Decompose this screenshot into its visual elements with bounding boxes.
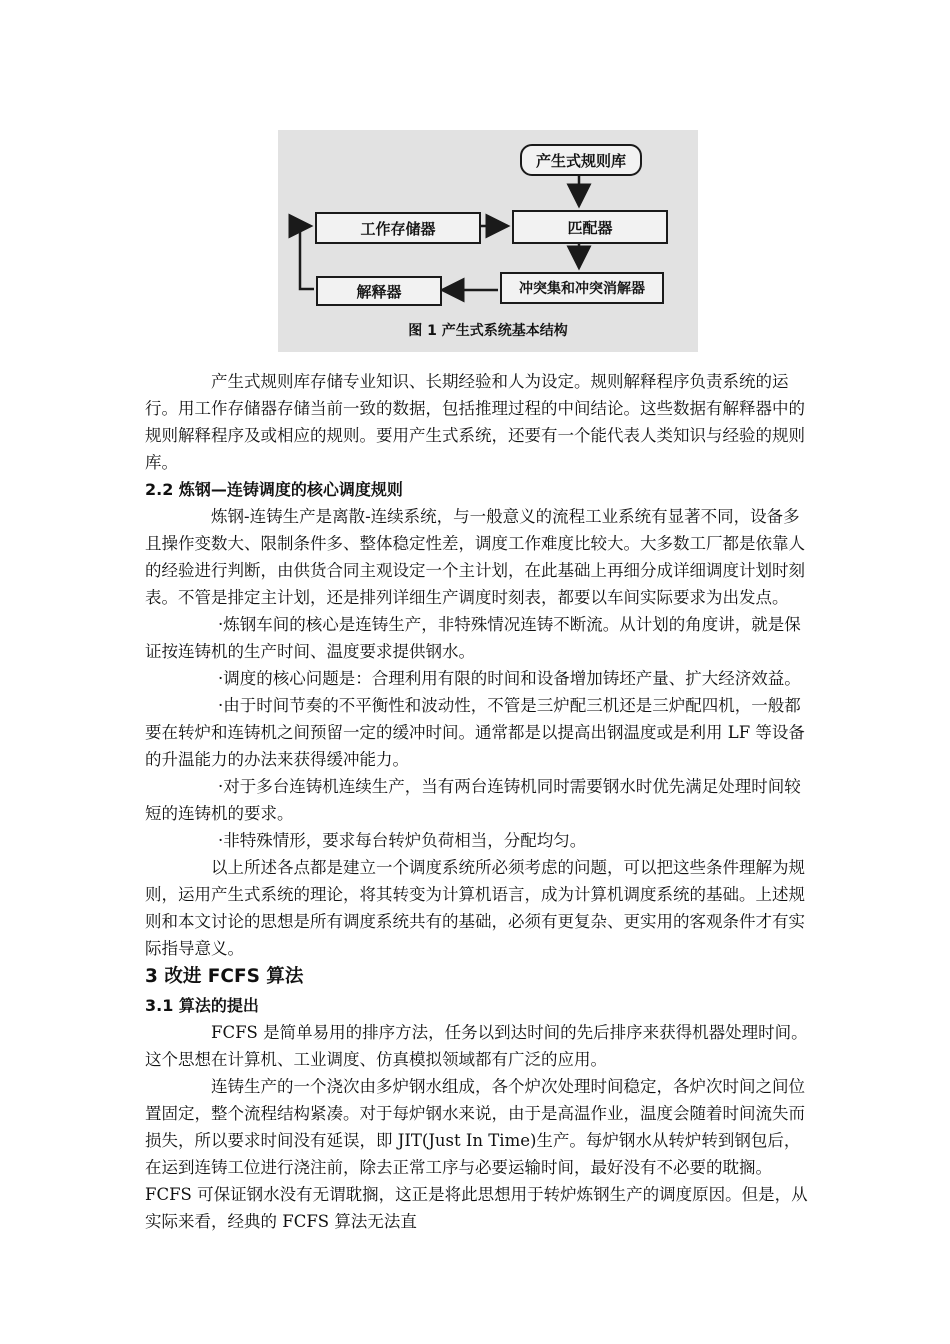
paragraph: FCFS 是简单易用的排序方法，任务以到达时间的先后排序来获得机器处理时间。这个思想在计算机、工业调度、仿真模拟领域都有广泛的应用。 bbox=[145, 1023, 808, 1069]
document-body bbox=[145, 368, 810, 1235]
bullet-item: ·炼钢车间的核心是连铸生产，非特殊情况连铸不断流。从计划的角度讲，就是保证按连铸机的生产时间、温度要求提供钢水。 bbox=[145, 615, 801, 661]
matcher-box: 匹配器 bbox=[512, 210, 668, 244]
section-heading-2-2: 2.2 炼钢—连铸调度的核心调度规则 bbox=[145, 480, 403, 499]
bullet-item: ·非特殊情形，要求每台转炉负荷相当，分配均匀。 bbox=[218, 831, 587, 850]
paragraph: 炼钢-连铸生产是离散-连续系统，与一般意义的流程工业系统有显著不同，设备多且操作变数大、限制条件多、整体稳定性差，调度工作难度比较大。大多数工厂都是依靠人的经验进行判断，由供货合同主观设定一个主计划，在此基础上再细分成详细调度计划时刻表。不管是排定主计划，还是排列详细生产调度时刻表，都要以车间实际要求为出发点。 bbox=[145, 507, 805, 607]
paragraph: 以上所述各点都是建立一个调度系统所必须考虑的问题，可以把这些条件理解为规则，运用产生式系统的理论，将其转变为计算机语言，成为计算机调度系统的基础。上述规则和本文讨论的思想是所有调度系统共有的基础，必须有更复杂、更实用的客观条件才有实际指导意义。 bbox=[145, 858, 805, 958]
section-heading-3-1: 3.1 算法的提出 bbox=[145, 996, 259, 1015]
conflict-resolver-box: 冲突集和冲突消解器 bbox=[500, 272, 664, 304]
paragraph: 连铸生产的一个浇次由多炉钢水组成，各个炉次处理时间稳定，各炉次时间之间位置固定，整个流程结构紧凑。对于每炉钢水来说，由于是高温作业，温度会随着时间流失而损失，所以要求时间没有延误，即 JIT(Just In Time)生产。每炉钢水从转炉转到钢包后，在运到连铸工位进行浇注前，除去正常工序与必要运输时间，最好没有不必要的耽搁。FCFS 可保证钢水没有无谓耽搁，这正是将此思想用于转炉炼钢生产的调度原因。但是，从实际来看，经典的 FCFS 算法无法直 bbox=[145, 1077, 808, 1231]
bullet-item: ·由于时间节奏的不平衡性和波动性，不管是三炉配三机还是三炉配四机，一般都要在转炉和连铸机之间预留一定的缓冲时间。通常都是以提高出钢温度或是利用 LF 等设备的升温能力的办法来获得缓冲能力。 bbox=[145, 696, 805, 769]
production-system-figure bbox=[278, 130, 698, 352]
figure-caption: 图 1 产生式系统基本结构 bbox=[408, 323, 568, 339]
arrow-interp-to-wm bbox=[300, 226, 314, 289]
bullet-item: ·调度的核心问题是：合理利用有限的时间和设备增加铸坯产量、扩大经济效益。 bbox=[218, 669, 801, 688]
working-memory-box: 工作存储器 bbox=[315, 212, 481, 244]
section-heading-3: 3 改进 FCFS 算法 bbox=[145, 966, 304, 987]
paragraph: 产生式规则库存储专业知识、长期经验和人为设定。规则解释程序负责系统的运行。用工作存储器存储当前一致的数据，包括推理过程的中间结论。这些数据有解释器中的规则解释程序及或相应的规则。要用产生式系统，还要有一个能代表人类知识与经验的规则库。 bbox=[145, 372, 805, 472]
rule-base-box: 产生式规则库 bbox=[520, 144, 642, 176]
interpreter-box: 解释器 bbox=[316, 276, 442, 306]
bullet-item: ·对于多台连铸机连续生产，当有两台连铸机同时需要钢水时优先满足处理时间较短的连铸机的要求。 bbox=[145, 777, 801, 823]
